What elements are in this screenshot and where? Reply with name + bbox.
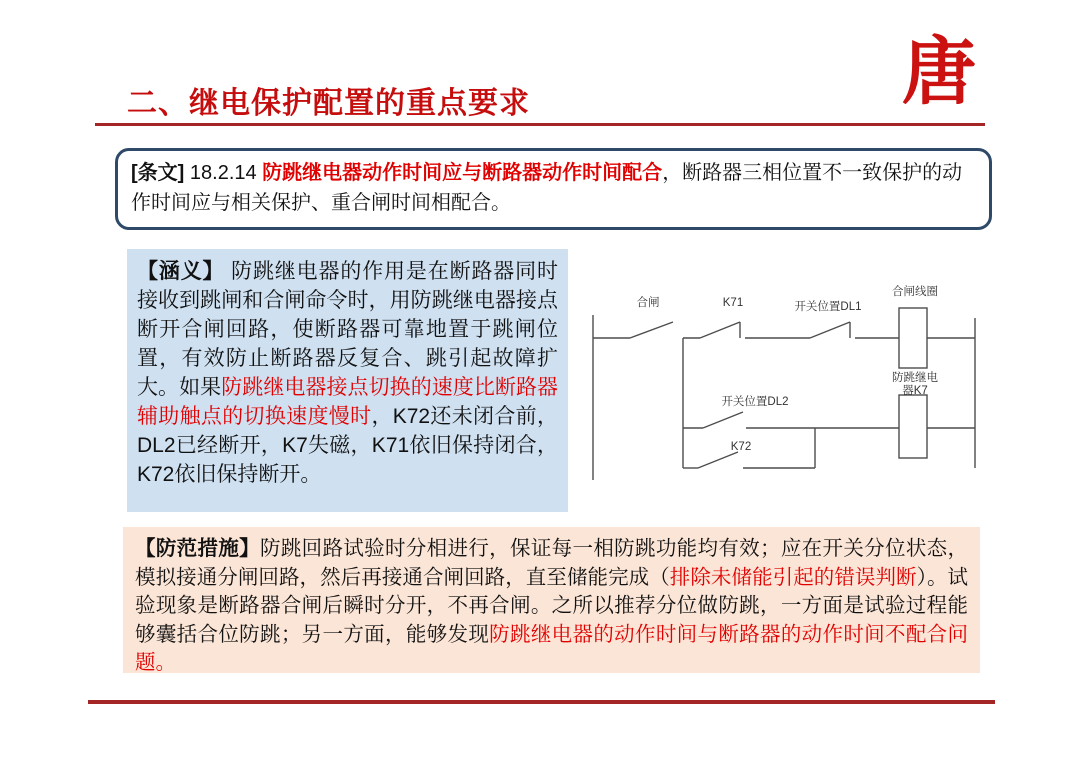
- switch-position-dl2-label: 开关位置DL2: [721, 396, 789, 408]
- anti-pumping-relay-label-line2: 器K7: [902, 385, 928, 397]
- dl1-contact-blade: [810, 322, 850, 338]
- title-divider-line: [95, 123, 985, 126]
- meaning-text-box: [127, 249, 568, 512]
- closing-switch-blade: [630, 322, 673, 338]
- k71-contact-blade: [700, 322, 740, 338]
- closing-coil-box: [899, 308, 927, 368]
- page-title: 二、继电保护配置的重点要求: [127, 87, 530, 120]
- circuit-diagram-svg: [573, 268, 990, 510]
- clause-text-box: [115, 148, 992, 230]
- anti-pumping-relay-coil-box: [899, 395, 927, 458]
- dl2-contact-blade: [703, 412, 743, 428]
- clause-text: [条文] 18.2.14 防跳继电器动作时间应与断路器动作时间配合，断路器三相位置不一致保护的动作时间应与相关保护、重合闸时间相配合。: [131, 162, 963, 214]
- anti-pumping-relay-label-line1: 防跳继电: [892, 372, 938, 384]
- switch-position-dl1-label: 开关位置DL1: [794, 301, 862, 313]
- closing-coil-label: 合闸线圈: [892, 286, 938, 298]
- measures-text-box: [123, 527, 980, 673]
- measures-text: 【防范措施】防跳回路试验时分相进行，保证每一相防跳功能均有效；应在开关分位状态，模拟接通分闸回路，然后再接通合闸回路，直至储能完成（排除未储能引起的错误判断）。试验现象是断路器合闸后瞬时分开，不再合闸。之所以推荐分位做防跳，一方面是试验过程能够囊括合位防跳；另一方面，能够发现防跳继电器的动作时间与断路器的动作时间不配合问题。: [135, 537, 969, 675]
- closing-switch-label: 合闸: [636, 297, 660, 309]
- k71-contact-label: K71: [722, 297, 744, 309]
- bottom-divider-line: [88, 700, 995, 704]
- datang-logo: [898, 26, 980, 118]
- k72-contact-blade: [698, 452, 738, 468]
- anti-pumping-circuit-diagram: [573, 268, 990, 510]
- datang-logo-glyph: 唐: [902, 30, 976, 113]
- meaning-text: 【涵义】 防跳继电器的作用是在断路器同时接收到跳闸和合闸命令时，用防跳继电器接点断开合闸回路，使断路器可靠地置于跳闸位置，有效防止断路器反复合、跳引起故障扩大。如果防跳继电器接点切换的速度比断路器辅助触点的切换速度慢时，K72还未闭合前，DL2已经断开，K7失磁，K71依旧保持闭合，K72依旧保持断开。: [137, 260, 559, 486]
- k72-contact-label: K72: [730, 441, 752, 453]
